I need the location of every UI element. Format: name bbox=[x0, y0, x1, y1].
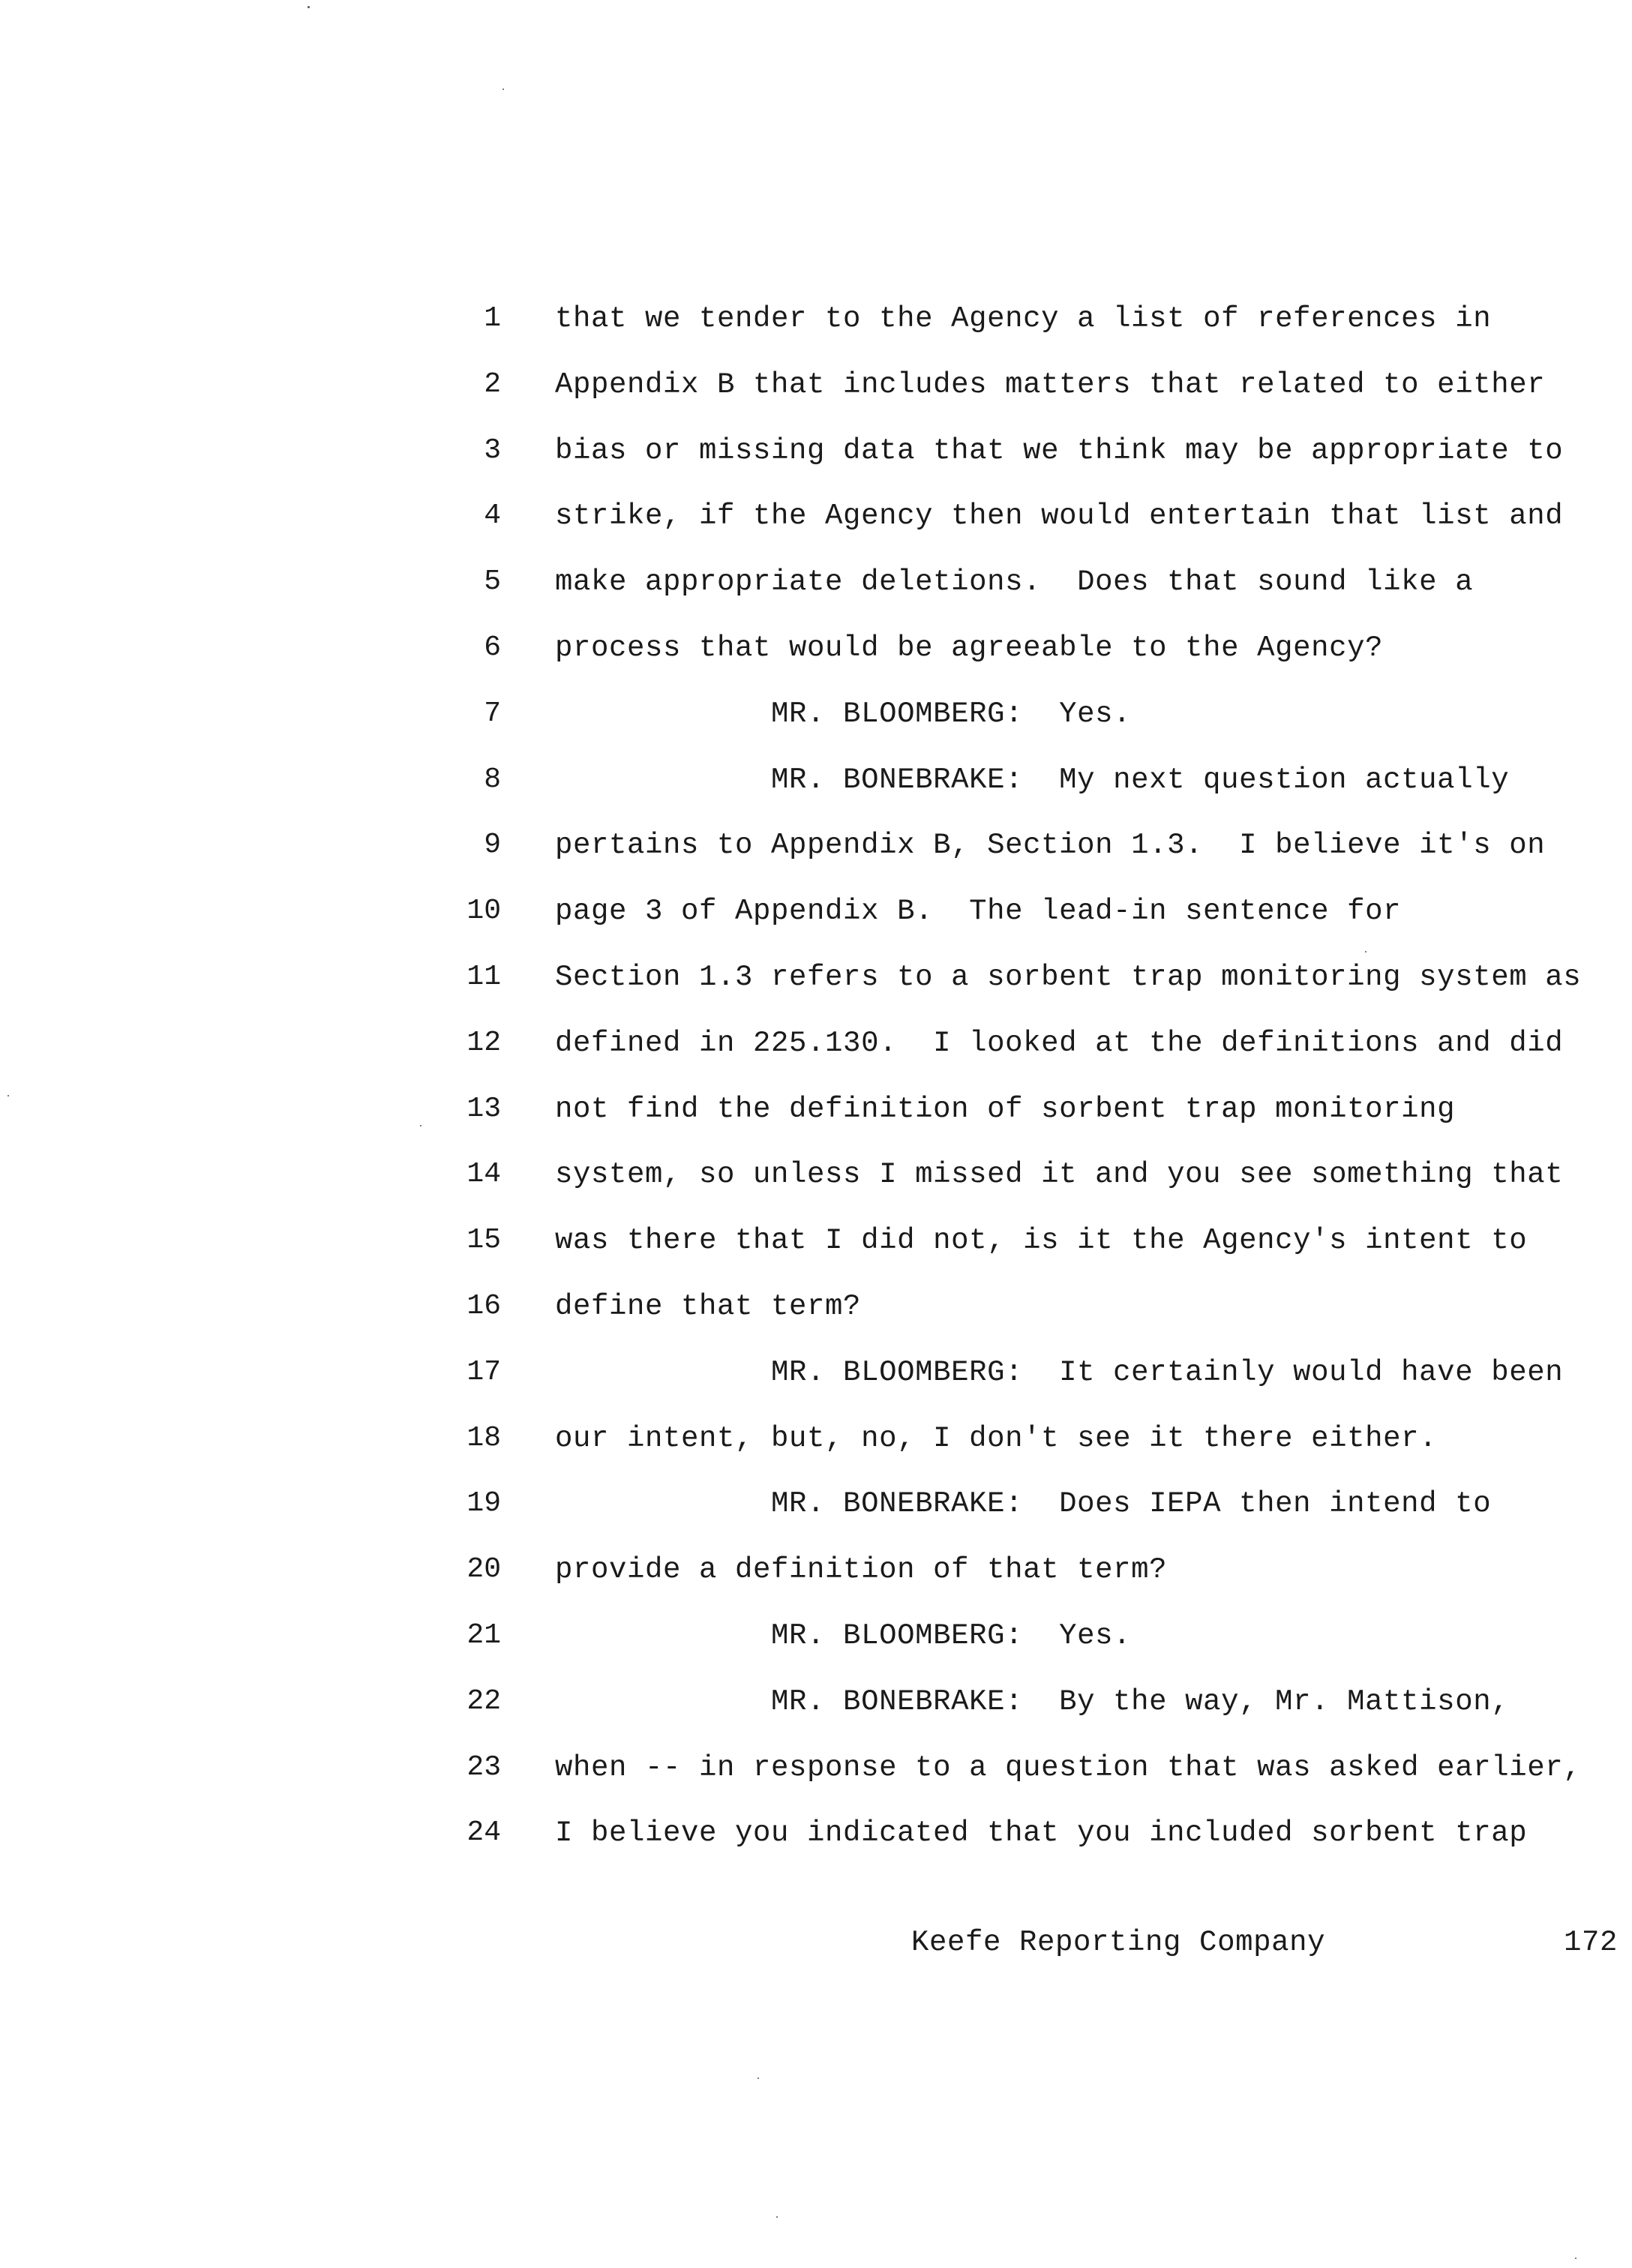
line-text: MR. BONEBRAKE: My next question actually bbox=[555, 763, 1510, 796]
transcript-line bbox=[420, 1350, 1632, 1416]
line-number: 18 bbox=[466, 1421, 501, 1454]
line-text: make appropriate deletions. Does that sound like a bbox=[555, 566, 1474, 599]
line-number: 22 bbox=[466, 1684, 501, 1718]
line-number: 14 bbox=[466, 1158, 501, 1191]
line-text: Appendix B that includes matters that related to either bbox=[555, 368, 1546, 401]
line-number: 23 bbox=[466, 1750, 501, 1784]
transcript-line bbox=[420, 560, 1632, 626]
line-number: 8 bbox=[484, 763, 501, 796]
scan-speck bbox=[502, 88, 504, 90]
line-text: page 3 of Appendix B. The lead-in sentence for bbox=[555, 895, 1402, 928]
page-number: 172 bbox=[1564, 1926, 1618, 1959]
transcript-line bbox=[420, 1810, 1632, 1876]
line-number: 4 bbox=[484, 500, 501, 532]
line-text: MR. BLOOMBERG: Yes. bbox=[555, 1618, 1132, 1652]
line-number: 5 bbox=[484, 566, 501, 598]
transcript-line bbox=[420, 758, 1632, 824]
transcript-line bbox=[420, 1152, 1632, 1218]
transcript-line bbox=[420, 1416, 1632, 1482]
transcript-line bbox=[420, 1021, 1632, 1087]
scan-speck bbox=[8, 1095, 9, 1096]
transcript-line bbox=[420, 1613, 1632, 1679]
line-text: MR. BONEBRAKE: By the way, Mr. Mattison, bbox=[555, 1684, 1510, 1718]
line-number: 13 bbox=[466, 1092, 501, 1125]
line-number: 7 bbox=[484, 697, 501, 730]
line-text: was there that I did not, is it the Agency's intent to bbox=[555, 1224, 1528, 1258]
line-text: MR. BLOOMBERG: It certainly would have been bbox=[555, 1355, 1564, 1389]
scan-speck bbox=[1575, 2258, 1576, 2259]
page-footer bbox=[0, 1920, 1632, 1965]
transcript-line bbox=[420, 494, 1632, 560]
line-text: I believe you indicated that you included sorbent trap bbox=[555, 1816, 1528, 1850]
line-number: 9 bbox=[484, 829, 501, 862]
line-text: pertains to Appendix B, Section 1.3. I believe it's on bbox=[555, 829, 1546, 862]
line-number: 10 bbox=[466, 895, 501, 928]
transcript-line bbox=[420, 362, 1632, 428]
line-text: defined in 225.130. I looked at the definitions and did bbox=[555, 1026, 1564, 1060]
transcript-line bbox=[420, 1679, 1632, 1745]
transcript-line bbox=[420, 823, 1632, 889]
line-number: 20 bbox=[466, 1553, 501, 1586]
transcript-body bbox=[420, 296, 1632, 1876]
scan-speck bbox=[776, 2216, 778, 2218]
line-text: Section 1.3 refers to a sorbent trap monitoring system as bbox=[555, 960, 1582, 994]
line-text: process that would be agreeable to the Agency? bbox=[555, 631, 1384, 664]
transcript-line bbox=[420, 1218, 1632, 1284]
transcript-line bbox=[420, 1087, 1632, 1153]
line-text: bias or missing data that we think may be appropriate to bbox=[555, 434, 1564, 467]
scan-speck bbox=[758, 2078, 759, 2079]
line-number: 17 bbox=[466, 1355, 501, 1388]
line-number: 21 bbox=[466, 1618, 501, 1652]
transcript-line bbox=[420, 1745, 1632, 1811]
transcript-line bbox=[420, 955, 1632, 1021]
line-text: MR. BONEBRAKE: Does IEPA then intend to bbox=[555, 1487, 1492, 1521]
transcript-line bbox=[420, 1481, 1632, 1547]
transcript-line bbox=[420, 1284, 1632, 1350]
line-number: 15 bbox=[466, 1224, 501, 1257]
line-text: not find the definition of sorbent trap monitoring bbox=[555, 1092, 1456, 1126]
line-text: provide a definition of that term? bbox=[555, 1553, 1168, 1587]
transcript-line bbox=[420, 428, 1632, 494]
transcript-line bbox=[420, 1547, 1632, 1613]
line-number: 11 bbox=[466, 960, 501, 993]
scan-speck bbox=[308, 6, 310, 8]
line-number: 6 bbox=[484, 631, 501, 664]
line-number: 16 bbox=[466, 1289, 501, 1322]
line-text: define that term? bbox=[555, 1289, 862, 1323]
line-text: strike, if the Agency then would entertain that list and bbox=[555, 500, 1564, 533]
line-text: system, so unless I missed it and you see something that bbox=[555, 1158, 1564, 1192]
transcript-line bbox=[420, 626, 1632, 692]
line-text: our intent, but, no, I don't see it there either. bbox=[555, 1421, 1438, 1455]
line-number: 2 bbox=[484, 368, 501, 400]
line-number: 19 bbox=[466, 1487, 501, 1520]
line-number: 24 bbox=[466, 1816, 501, 1850]
reporting-company: Keefe Reporting Company bbox=[911, 1926, 1326, 1959]
transcript-line bbox=[420, 889, 1632, 955]
line-number: 3 bbox=[484, 434, 501, 466]
line-text: that we tender to the Agency a list of references in bbox=[555, 302, 1492, 335]
transcript-line bbox=[420, 692, 1632, 758]
line-number: 12 bbox=[466, 1026, 501, 1059]
line-text: MR. BLOOMBERG: Yes. bbox=[555, 697, 1132, 730]
line-number: 1 bbox=[484, 302, 501, 334]
transcript-line bbox=[420, 296, 1632, 362]
line-text: when -- in response to a question that was asked earlier, bbox=[555, 1750, 1582, 1784]
